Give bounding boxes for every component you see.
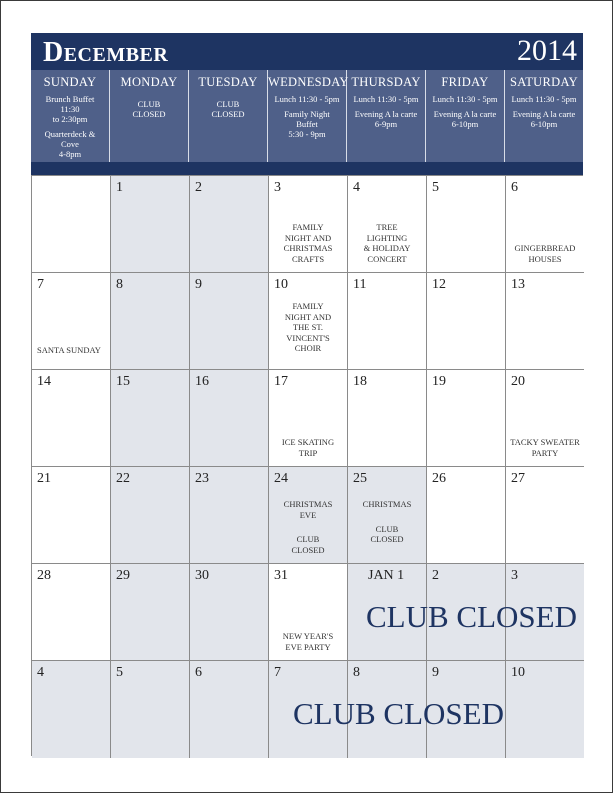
weekday-thursday [347, 70, 426, 162]
calendar-day-cell [32, 467, 111, 564]
weekday-hours-note: CLUB CLOSED [132, 99, 166, 119]
club-closed-banner: CLUB CLOSED [293, 696, 504, 731]
day-number: 24 [274, 471, 288, 486]
event-text: TACKY SWEATER PARTY [510, 437, 580, 458]
weekday-name: WEDNESDAY [268, 75, 349, 89]
day-number: 14 [37, 374, 51, 389]
weekday-name: TUESDAY [198, 75, 258, 89]
calendar-grid [31, 175, 583, 756]
day-number: 2 [432, 568, 439, 583]
club-closed-banner: CLUB CLOSED [366, 599, 577, 634]
event-text: TREE LIGHTING & HOLIDAY CONCERT [363, 222, 411, 264]
year-title: 2014 [517, 34, 577, 67]
calendar-day-cell [32, 273, 111, 370]
day-number: 10 [274, 277, 288, 292]
event-text: CHRISTMAS EVE CLUB CLOSED [283, 499, 333, 555]
calendar-day-cell [427, 467, 506, 564]
calendar-day-cell [348, 467, 427, 564]
calendar-day-cell [111, 467, 190, 564]
calendar-day-cell [269, 176, 348, 273]
calendar-day-cell [427, 176, 506, 273]
weekday-saturday [505, 70, 583, 162]
day-number: 12 [432, 277, 446, 292]
weekday-hours-note: Lunch 11:30 - 5pm Evening A la carte 6-10pm [511, 94, 577, 129]
calendar-title-bar [31, 33, 583, 70]
weekday-wednesday [268, 70, 347, 162]
day-number: 23 [195, 471, 209, 486]
calendar-day-cell [190, 564, 269, 661]
calendar-day-cell [269, 370, 348, 467]
calendar-day-cell [427, 273, 506, 370]
day-number: 30 [195, 568, 209, 583]
calendar-day-cell [269, 273, 348, 370]
weekday-hours-note: Brunch Buffet 11:30 to 2:30pm Quarterdeck & Cove 4-8pm [44, 94, 96, 159]
event-text: GINGERBREAD HOUSES [514, 243, 576, 264]
calendar-day-cell [348, 273, 427, 370]
calendar-day-cell [32, 370, 111, 467]
calendar-day-cell [111, 564, 190, 661]
day-number: 7 [274, 665, 281, 680]
day-number: 6 [511, 180, 518, 195]
day-number: 8 [116, 277, 123, 292]
calendar-day-cell [111, 661, 190, 758]
day-number: 17 [274, 374, 288, 389]
weekday-header-row [31, 70, 583, 162]
day-number: 3 [274, 180, 281, 195]
day-number: 2 [195, 180, 202, 195]
event-text: NEW YEAR'S EVE PARTY [282, 631, 334, 652]
month-title: December [43, 37, 169, 68]
weekday-hours-note: Lunch 11:30 - 5pm Evening A la carte 6-9pm [353, 94, 419, 129]
day-number: 31 [274, 568, 288, 583]
day-number: 26 [432, 471, 446, 486]
calendar-day-cell [190, 370, 269, 467]
event-text: ICE SKATING TRIP [281, 437, 335, 458]
calendar-day-cell [190, 176, 269, 273]
day-number: 5 [116, 665, 123, 680]
calendar-day-cell [506, 467, 584, 564]
weekday-name: FRIDAY [441, 75, 489, 89]
day-number: 13 [511, 277, 525, 292]
event-text: FAMILY NIGHT AND THE ST. VINCENT'S CHOIR [284, 301, 332, 353]
day-number: JAN 1 [368, 568, 405, 583]
calendar-day-cell [506, 176, 584, 273]
day-number: 11 [353, 277, 367, 292]
calendar-day-cell [269, 467, 348, 564]
day-number: 9 [195, 277, 202, 292]
calendar-day-cell [111, 370, 190, 467]
calendar-day-cell [111, 176, 190, 273]
calendar-day-cell [111, 273, 190, 370]
calendar-day-cell [506, 273, 584, 370]
day-number: 25 [353, 471, 367, 486]
day-number: 6 [195, 665, 202, 680]
calendar-day-cell [506, 370, 584, 467]
weekday-name: SATURDAY [510, 75, 578, 89]
event-text: CHRISTMAS CLUB CLOSED [362, 499, 412, 544]
weekday-hours-note: Lunch 11:30 - 5pm Family Night Buffet 5:30 - 9pm [274, 94, 340, 139]
day-number: 1 [116, 180, 123, 195]
day-number: 16 [195, 374, 209, 389]
weekday-hours-note: CLUB CLOSED [211, 99, 245, 119]
calendar-day-cell [269, 564, 348, 661]
calendar-day-cell [506, 661, 584, 758]
weekday-name: MONDAY [120, 75, 178, 89]
event-text: SANTA SUNDAY [37, 345, 101, 355]
day-number: 10 [511, 665, 525, 680]
calendar-day-cell [190, 273, 269, 370]
day-number: 21 [37, 471, 51, 486]
day-number: 5 [432, 180, 439, 195]
calendar-day-cell [32, 176, 111, 273]
weekday-tuesday [189, 70, 268, 162]
day-number: 18 [353, 374, 367, 389]
header-divider-strip [31, 162, 583, 175]
day-number: 9 [432, 665, 439, 680]
day-number: 15 [116, 374, 130, 389]
weekday-monday [110, 70, 189, 162]
day-number: 4 [353, 180, 360, 195]
day-number: 27 [511, 471, 525, 486]
day-number: 8 [353, 665, 360, 680]
calendar-day-cell [190, 661, 269, 758]
weekday-friday [426, 70, 505, 162]
calendar-day-cell [427, 370, 506, 467]
calendar-day-cell [190, 467, 269, 564]
weekday-name: THURSDAY [351, 75, 421, 89]
day-number: 3 [511, 568, 518, 583]
day-number: 22 [116, 471, 130, 486]
calendar-day-cell [32, 661, 111, 758]
weekday-name: SUNDAY [43, 75, 97, 89]
calendar-day-cell [348, 370, 427, 467]
day-number: 7 [37, 277, 44, 292]
day-number: 28 [37, 568, 51, 583]
calendar-day-cell [32, 564, 111, 661]
day-number: 19 [432, 374, 446, 389]
weekday-hours-note: Lunch 11:30 - 5pm Evening A la carte 6-10pm [432, 94, 498, 129]
calendar-day-cell [348, 176, 427, 273]
day-number: 29 [116, 568, 130, 583]
day-number: 4 [37, 665, 44, 680]
day-number: 20 [511, 374, 525, 389]
weekday-sunday [31, 70, 110, 162]
event-text: FAMILY NIGHT AND CHRISTMAS CRAFTS [283, 222, 333, 264]
